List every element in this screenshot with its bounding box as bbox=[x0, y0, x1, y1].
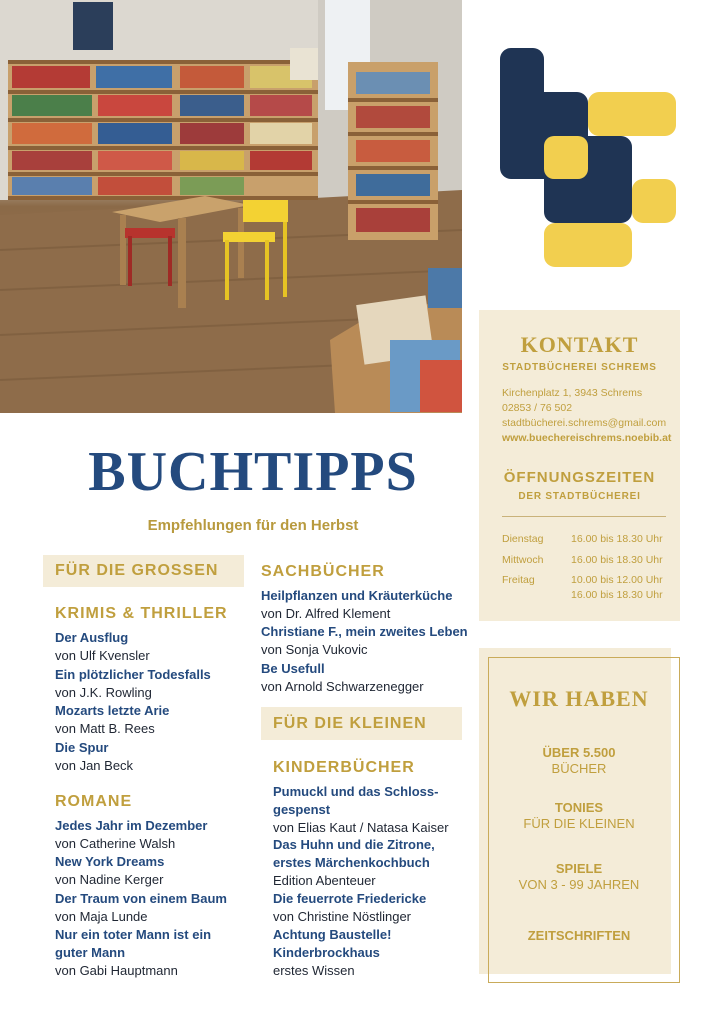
book-author: von Christine Nöstlinger bbox=[273, 909, 412, 924]
book-title: Achtung Baustelle! bbox=[273, 927, 392, 942]
book-title: Die feuerrote Friedericke bbox=[273, 891, 427, 906]
book-title: gespenst bbox=[273, 802, 331, 817]
book-author: von Jan Beck bbox=[55, 758, 134, 773]
book-author: von Maja Lunde bbox=[55, 909, 148, 924]
divider bbox=[502, 516, 666, 517]
book-author: von Elias Kaut / Natasa Kaiser bbox=[273, 820, 449, 835]
offer-item-text: FÜR DIE KLEINEN bbox=[523, 816, 635, 831]
section-bar-adults: FÜR DIE GROSSEN bbox=[43, 555, 244, 587]
book-item bbox=[55, 817, 207, 853]
book-title: Mozarts letzte Arie bbox=[55, 703, 170, 718]
book-title: Ein plötzlicher Todesfalls bbox=[55, 667, 211, 682]
book-item bbox=[55, 739, 133, 775]
book-item bbox=[273, 836, 435, 890]
hours-day: Dienstag bbox=[502, 533, 544, 545]
book-title: Die Spur bbox=[55, 740, 109, 755]
book-author: von Sonja Vukovic bbox=[261, 642, 368, 657]
heading-novels: ROMANE bbox=[55, 793, 133, 810]
book-author: von Catherine Walsh bbox=[55, 836, 176, 851]
book-item bbox=[261, 623, 468, 659]
book-item bbox=[55, 702, 169, 738]
book-item bbox=[273, 890, 426, 926]
book-title: Christiane F., mein zweites Leben bbox=[261, 624, 468, 639]
book-title: Jedes Jahr im Dezember bbox=[55, 818, 208, 833]
book-item bbox=[55, 666, 211, 702]
book-author: von Gabi Hauptmann bbox=[55, 963, 178, 978]
book-author: von Arnold Schwarzenegger bbox=[261, 679, 424, 694]
book-author: von Ulf Kvensler bbox=[55, 648, 150, 663]
book-title: guter Mann bbox=[55, 945, 126, 960]
book-title: Be Usefull bbox=[261, 661, 325, 676]
book-title: Kinderbrockhaus bbox=[273, 945, 380, 960]
hours-time: 16.00 bis 18.30 Uhr bbox=[571, 533, 663, 545]
offer-item-bold: SPIELE bbox=[555, 861, 603, 876]
section-bar-kids: FÜR DIE KLEINEN bbox=[261, 707, 462, 740]
book-title: Nur ein toter Mann ist ein bbox=[55, 927, 212, 942]
book-item bbox=[261, 587, 452, 623]
book-item bbox=[273, 783, 449, 837]
book-title: Der Ausflug bbox=[55, 630, 129, 645]
book-item bbox=[55, 890, 227, 926]
contact-website[interactable]: www.buechereischrems.noebib.at bbox=[502, 432, 672, 444]
contact-address: Kirchenplatz 1, 3943 Schrems bbox=[502, 387, 643, 399]
heading-nonfiction: SACHBÜCHER bbox=[261, 563, 385, 580]
offer-frame bbox=[488, 657, 680, 983]
offer-title: WIR HABEN bbox=[509, 686, 649, 711]
contact-box bbox=[479, 310, 680, 621]
book-title: Heilpflanzen und Kräuterküche bbox=[261, 588, 453, 603]
book-item bbox=[55, 629, 150, 665]
hours-day: Freitag bbox=[502, 574, 535, 586]
contact-email[interactable]: stadtbücherei.schrems@gmail.com bbox=[502, 417, 667, 429]
page-title: BUCHTIPPS bbox=[88, 441, 418, 503]
contact-phone[interactable]: 02853 / 76 502 bbox=[502, 402, 573, 414]
book-author: von J.K. Rowling bbox=[55, 685, 152, 700]
book-title: Pumuckl und das Schloss- bbox=[273, 784, 439, 799]
hours-title: ÖFFNUNGSZEITEN bbox=[503, 469, 656, 486]
offer-item-text: BÜCHER bbox=[551, 761, 607, 776]
offer-item-bold: ÜBER 5.500 bbox=[542, 745, 616, 760]
hours-time: 10.00 bis 12.00 Uhr bbox=[571, 574, 663, 586]
hours-subtitle: DER STADTBÜCHEREI bbox=[518, 491, 641, 502]
book-author: von Dr. Alfred Klement bbox=[261, 606, 391, 621]
hours-day: Mittwoch bbox=[502, 554, 544, 566]
heading-crime: KRIMIS & THRILLER bbox=[55, 605, 228, 622]
book-title: Das Huhn und die Zitrone, bbox=[273, 837, 435, 852]
book-item bbox=[261, 660, 424, 696]
book-title: erstes Märchenkochbuch bbox=[273, 855, 430, 870]
book-item bbox=[273, 926, 391, 980]
offer-item-text: VON 3 - 99 JAHREN bbox=[518, 877, 640, 892]
contact-title: KONTAKT bbox=[520, 332, 639, 357]
book-item bbox=[55, 853, 164, 889]
book-author: von Matt B. Rees bbox=[55, 721, 155, 736]
book-item bbox=[55, 926, 211, 980]
library-logo bbox=[500, 48, 676, 268]
library-photo bbox=[0, 0, 462, 413]
book-author: Edition Abenteuer bbox=[273, 873, 376, 888]
heading-kids-books: KINDERBÜCHER bbox=[273, 759, 415, 776]
offer-item-bold: ZEITSCHRIFTEN bbox=[527, 928, 631, 943]
book-author: erstes Wissen bbox=[273, 963, 355, 978]
book-title: Der Traum von einem Baum bbox=[55, 891, 227, 906]
book-author: von Nadine Kerger bbox=[55, 872, 164, 887]
contact-subtitle: STADTBÜCHEREI SCHREMS bbox=[502, 362, 657, 373]
hours-time: 16.00 bis 18.30 Uhr bbox=[571, 554, 663, 566]
hours-time: 16.00 bis 18.30 Uhr bbox=[571, 589, 663, 601]
page-subtitle: Empfehlungen für den Herbst bbox=[147, 517, 359, 534]
book-title: New York Dreams bbox=[55, 854, 165, 869]
offer-item-bold: TONIES bbox=[554, 800, 604, 815]
